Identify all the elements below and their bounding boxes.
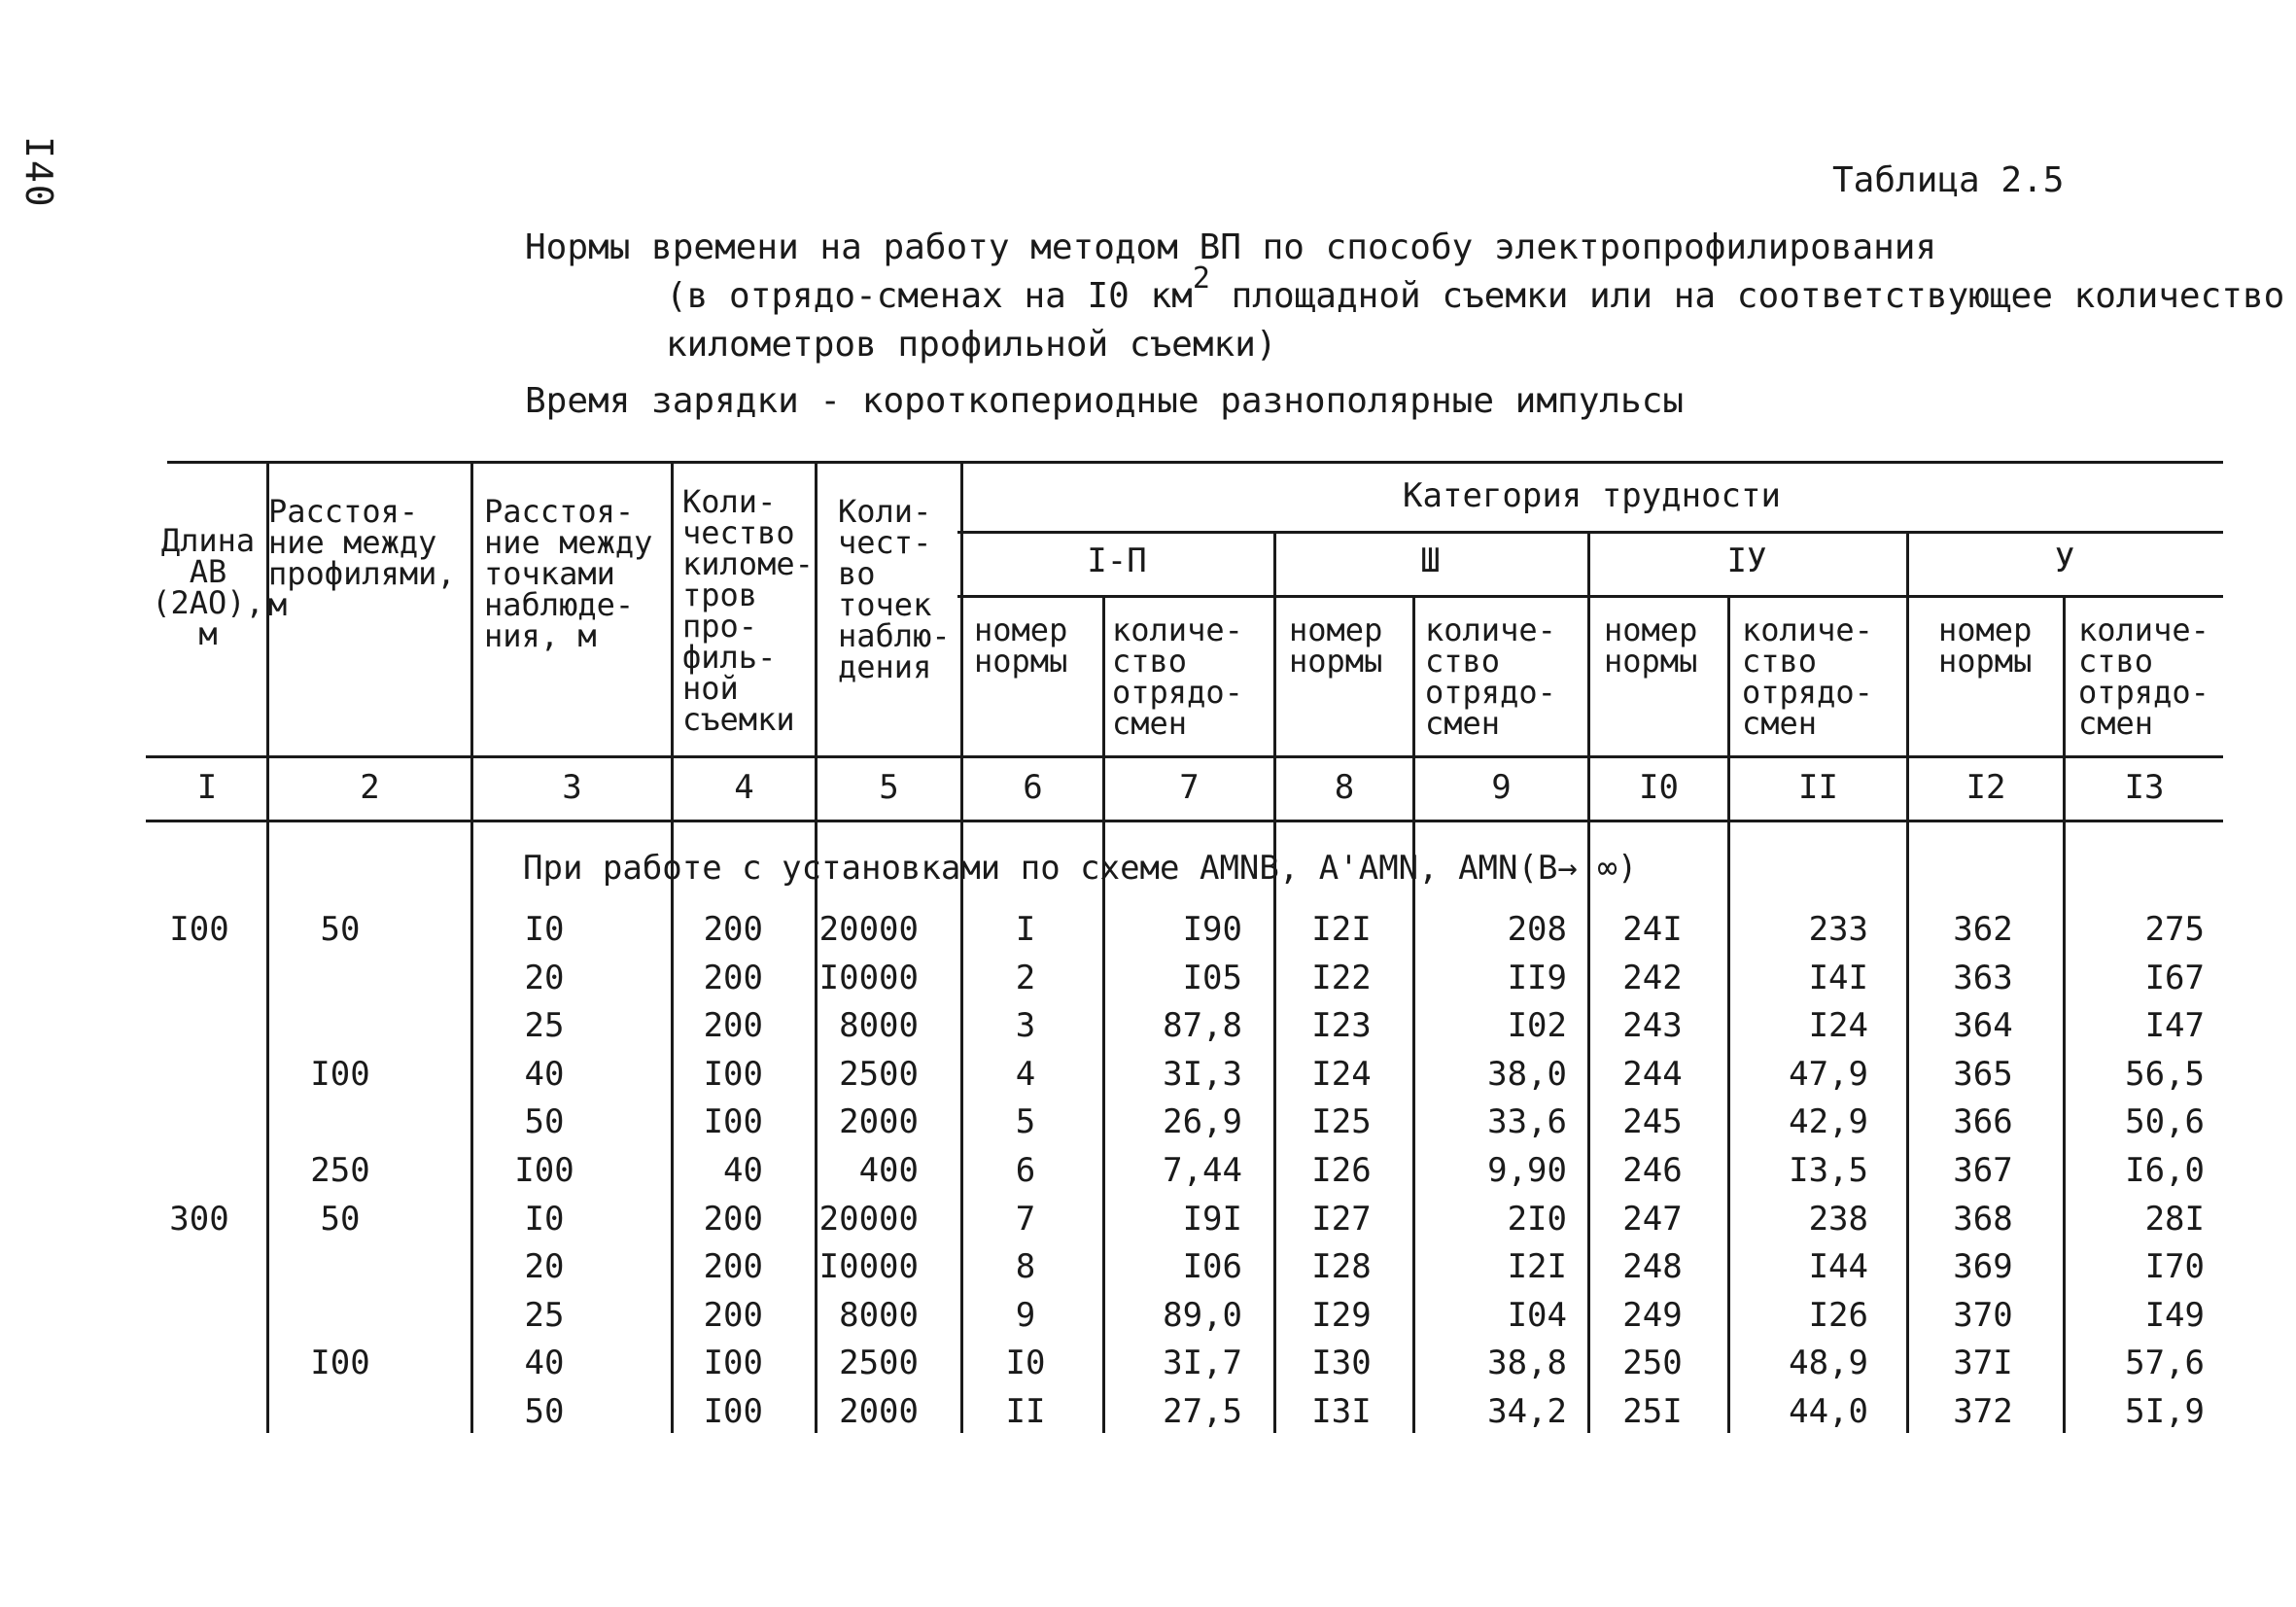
table-cell: 3I,3 [1163, 1054, 1242, 1094]
header-profile-km: Коли- чество киломе- тров про- филь- ной съемки [682, 483, 814, 738]
header-shift-qty: количе- ство отрядо- смен [2078, 611, 2209, 742]
table-cell: 372 [1953, 1392, 2013, 1431]
table-cell: I04 [1507, 1295, 1567, 1335]
table-cell: 50 [320, 910, 361, 949]
table-cell: 248 [1622, 1247, 1683, 1287]
column-number: 8 [1334, 768, 1355, 807]
table-cell: I6,0 [2125, 1151, 2205, 1190]
table-cell: 250 [1622, 1344, 1683, 1383]
table-cell: 368 [1953, 1199, 2013, 1239]
table-cell: 25 [524, 1295, 565, 1335]
header-norm-no: номер нормы [1604, 611, 1698, 680]
table-cell: 33,6 [1487, 1102, 1567, 1142]
table-cell: 26,9 [1163, 1102, 1242, 1142]
table-cell: II [1005, 1392, 1046, 1431]
table-cell: 8 [1015, 1247, 1036, 1287]
column-number: 2 [360, 768, 380, 807]
table-cell: I0 [524, 910, 565, 949]
page-number: I40 [17, 136, 60, 209]
header-group-3: Ш [1420, 541, 1441, 580]
header-point-spacing: Расстоя- ние между точками наблюде- ния, м [484, 493, 653, 654]
table-cell: I00 [703, 1102, 763, 1142]
table-cell: I00 [514, 1151, 574, 1190]
column-number: 3 [562, 768, 582, 807]
table-cell: I3,5 [1789, 1151, 1868, 1190]
column-number: 4 [734, 768, 754, 807]
header-shift-qty: количе- ство отрядо- смен [1742, 611, 1873, 742]
table-cell: 300 [169, 1199, 229, 1239]
table-cell: I00 [703, 1054, 763, 1094]
table-cell: 42,9 [1789, 1102, 1868, 1142]
table-cell: 243 [1622, 1006, 1683, 1046]
header-difficulty-category: Категория трудности [1403, 476, 1781, 515]
table-cell: 3I,7 [1163, 1344, 1242, 1383]
table-cell: I28 [1311, 1247, 1372, 1287]
table-cell: 366 [1953, 1102, 2013, 1142]
table-cell: 200 [703, 910, 763, 949]
table-cell: 20 [524, 958, 565, 997]
table-cell: 275 [2144, 910, 2205, 949]
table-cell: II9 [1507, 958, 1567, 997]
table-cell: I00 [703, 1392, 763, 1431]
rule-groups [957, 595, 2223, 598]
table-cell: 56,5 [2125, 1054, 2205, 1094]
header-profile-spacing: Расстоя- ние между профилями, м [268, 493, 456, 623]
table-cell: 9,90 [1487, 1151, 1567, 1190]
table-cell: 249 [1622, 1295, 1683, 1335]
table-cell: 40 [524, 1344, 565, 1383]
rule-top [167, 461, 2223, 464]
table-cell: 20000 [818, 910, 919, 949]
table-cell: 4 [1015, 1054, 1036, 1094]
header-group-4: IУ [1726, 541, 1767, 580]
table-cell: 25I [1622, 1392, 1683, 1431]
table-cell: 20 [524, 1247, 565, 1287]
table-cell: I3I [1311, 1392, 1372, 1431]
header-group-1-2: I-П [1087, 541, 1147, 580]
table-cell: 367 [1953, 1151, 2013, 1190]
table-cell: 50,6 [2125, 1102, 2205, 1142]
table-cell: 44,0 [1789, 1392, 1868, 1431]
table-cell: 34,2 [1487, 1392, 1567, 1431]
table-cell: 363 [1953, 958, 2013, 997]
table-cell: I0 [1005, 1344, 1046, 1383]
table-cell: 200 [703, 1295, 763, 1335]
column-number: I0 [1639, 768, 1679, 807]
title-line-1: Нормы времени на работу методом ВП по способу электропрофилирования [525, 227, 1937, 267]
table-cell: 3 [1015, 1006, 1036, 1046]
table-cell: 7 [1015, 1199, 1036, 1239]
table-cell: I2I [1507, 1247, 1567, 1287]
column-number: I2 [1966, 768, 2006, 807]
table-cell: 47,9 [1789, 1054, 1868, 1094]
vrule-5 [960, 461, 963, 1433]
table-cell: 245 [1622, 1102, 1683, 1142]
header-group-5: У [2054, 541, 2075, 580]
table-cell: 370 [1953, 1295, 2013, 1335]
table-cell: 200 [703, 958, 763, 997]
table-cell: I67 [2144, 958, 2205, 997]
table-cell: I2I [1311, 910, 1372, 949]
table-cell: I27 [1311, 1199, 1372, 1239]
table-cell: 200 [703, 1199, 763, 1239]
header-ab-length: Длина АВ (2АО), м [152, 522, 264, 652]
table-cell: I25 [1311, 1102, 1372, 1142]
table-cell: 24I [1622, 910, 1683, 949]
table-cell: 364 [1953, 1006, 2013, 1046]
column-number: 9 [1491, 768, 1512, 807]
section-note: При работе с установками по схеме AMNB, A'AMN, AMN(B→ ∞) [523, 849, 1638, 888]
table-cell: I90 [1182, 910, 1242, 949]
table-cell: 250 [310, 1151, 370, 1190]
table-cell: I24 [1311, 1054, 1372, 1094]
table-cell: 5I,9 [2125, 1392, 2205, 1431]
table-cell: I26 [1808, 1295, 1868, 1335]
vrule-2 [470, 461, 473, 1433]
table-cell: 9 [1015, 1295, 1036, 1335]
table-cell: I0 [524, 1199, 565, 1239]
table-cell: 6 [1015, 1151, 1036, 1190]
table-cell: 246 [1622, 1151, 1683, 1190]
table-cell: 27,5 [1163, 1392, 1242, 1431]
table-cell: 362 [1953, 910, 2013, 949]
table-cell: 40 [524, 1054, 565, 1094]
rule-header-bottom [146, 755, 2223, 758]
table-cell: I47 [2144, 1006, 2205, 1046]
header-norm-no: номер нормы [1938, 611, 2033, 680]
table-cell: 244 [1622, 1054, 1683, 1094]
table-cell: 50 [524, 1102, 565, 1142]
table-cell: 365 [1953, 1054, 2013, 1094]
table-cell: 7,44 [1163, 1151, 1242, 1190]
table-cell: 2500 [839, 1054, 919, 1094]
table-cell: 20000 [818, 1199, 919, 1239]
header-observation-points: Коли- чест- во точек наблю- дения [838, 493, 951, 685]
table-cell: 89,0 [1163, 1295, 1242, 1335]
column-number: II [1798, 768, 1838, 807]
title-line-4: Время зарядки - короткопериодные разнополярные импульсы [525, 381, 1685, 421]
table-cell: 208 [1507, 910, 1567, 949]
table-cell: 200 [703, 1006, 763, 1046]
table-cell: I4I [1808, 958, 1868, 997]
table-cell: 242 [1622, 958, 1683, 997]
table-cell: 400 [858, 1151, 919, 1190]
table-cell: 5 [1015, 1102, 1036, 1142]
table-cell: 8000 [839, 1006, 919, 1046]
title-line-2: (в отрядо-сменах на I0 $км^2$ площадной съемки или на соответствующее количество [666, 262, 2285, 316]
table-cell: 233 [1808, 910, 1868, 949]
table-cell: I0000 [818, 1247, 919, 1287]
table-cell: 40 [723, 1151, 763, 1190]
table-cell: I70 [2144, 1247, 2205, 1287]
table-cell: I24 [1808, 1006, 1868, 1046]
table-cell: 48,9 [1789, 1344, 1868, 1383]
column-number: 6 [1023, 768, 1043, 807]
vrule-4 [815, 461, 818, 1433]
table-cell: 2 [1015, 958, 1036, 997]
rule-numbers-bottom [146, 820, 2223, 822]
table-cell: 238 [1808, 1199, 1868, 1239]
table-label: Таблица 2.5 [1832, 160, 2065, 200]
table-cell: I49 [2144, 1295, 2205, 1335]
title-line-3: километров профильной съемки) [666, 325, 1277, 365]
table-cell: 50 [524, 1392, 565, 1431]
table-cell: 369 [1953, 1247, 2013, 1287]
table-cell: 200 [703, 1247, 763, 1287]
table-cell: 50 [320, 1199, 361, 1239]
table-cell: I9I [1182, 1199, 1242, 1239]
table-cell: I0000 [818, 958, 919, 997]
table-cell: I02 [1507, 1006, 1567, 1046]
table-cell: I06 [1182, 1247, 1242, 1287]
table-cell: I00 [310, 1344, 370, 1383]
table-cell: I29 [1311, 1295, 1372, 1335]
table-cell: 87,8 [1163, 1006, 1242, 1046]
table-cell: 2I0 [1507, 1199, 1567, 1239]
table-cell: 8000 [839, 1295, 919, 1335]
table-cell: I30 [1311, 1344, 1372, 1383]
header-norm-no: номер нормы [974, 611, 1068, 680]
table-cell: I05 [1182, 958, 1242, 997]
table-cell: I23 [1311, 1006, 1372, 1046]
table-cell: 38,8 [1487, 1344, 1567, 1383]
table-cell: 37I [1953, 1344, 2013, 1383]
table-cell: I00 [169, 910, 229, 949]
table-cell: 38,0 [1487, 1054, 1567, 1094]
column-number: 5 [879, 768, 899, 807]
table-cell: 2000 [839, 1102, 919, 1142]
vrule-3 [671, 461, 674, 1433]
table-cell: 2000 [839, 1392, 919, 1431]
table-cell: 25 [524, 1006, 565, 1046]
table-cell: I44 [1808, 1247, 1868, 1287]
column-number: I3 [2124, 768, 2165, 807]
vrule-12 [2063, 595, 2066, 1433]
table-cell: I00 [310, 1054, 370, 1094]
table-cell: I [1015, 910, 1036, 949]
header-norm-no: номер нормы [1289, 611, 1383, 680]
table-cell: 28I [2144, 1199, 2205, 1239]
table-cell: 247 [1622, 1199, 1683, 1239]
header-shift-qty: количе- ство отрядо- смен [1112, 611, 1243, 742]
table-cell: I00 [703, 1344, 763, 1383]
table-cell: I26 [1311, 1151, 1372, 1190]
table-cell: I22 [1311, 958, 1372, 997]
table-cell: 57,6 [2125, 1344, 2205, 1383]
table-cell: 2500 [839, 1344, 919, 1383]
header-shift-qty: количе- ство отрядо- смен [1425, 611, 1556, 742]
column-number: 7 [1179, 768, 1200, 807]
column-number: I [196, 768, 218, 807]
rule-category [957, 531, 2223, 534]
